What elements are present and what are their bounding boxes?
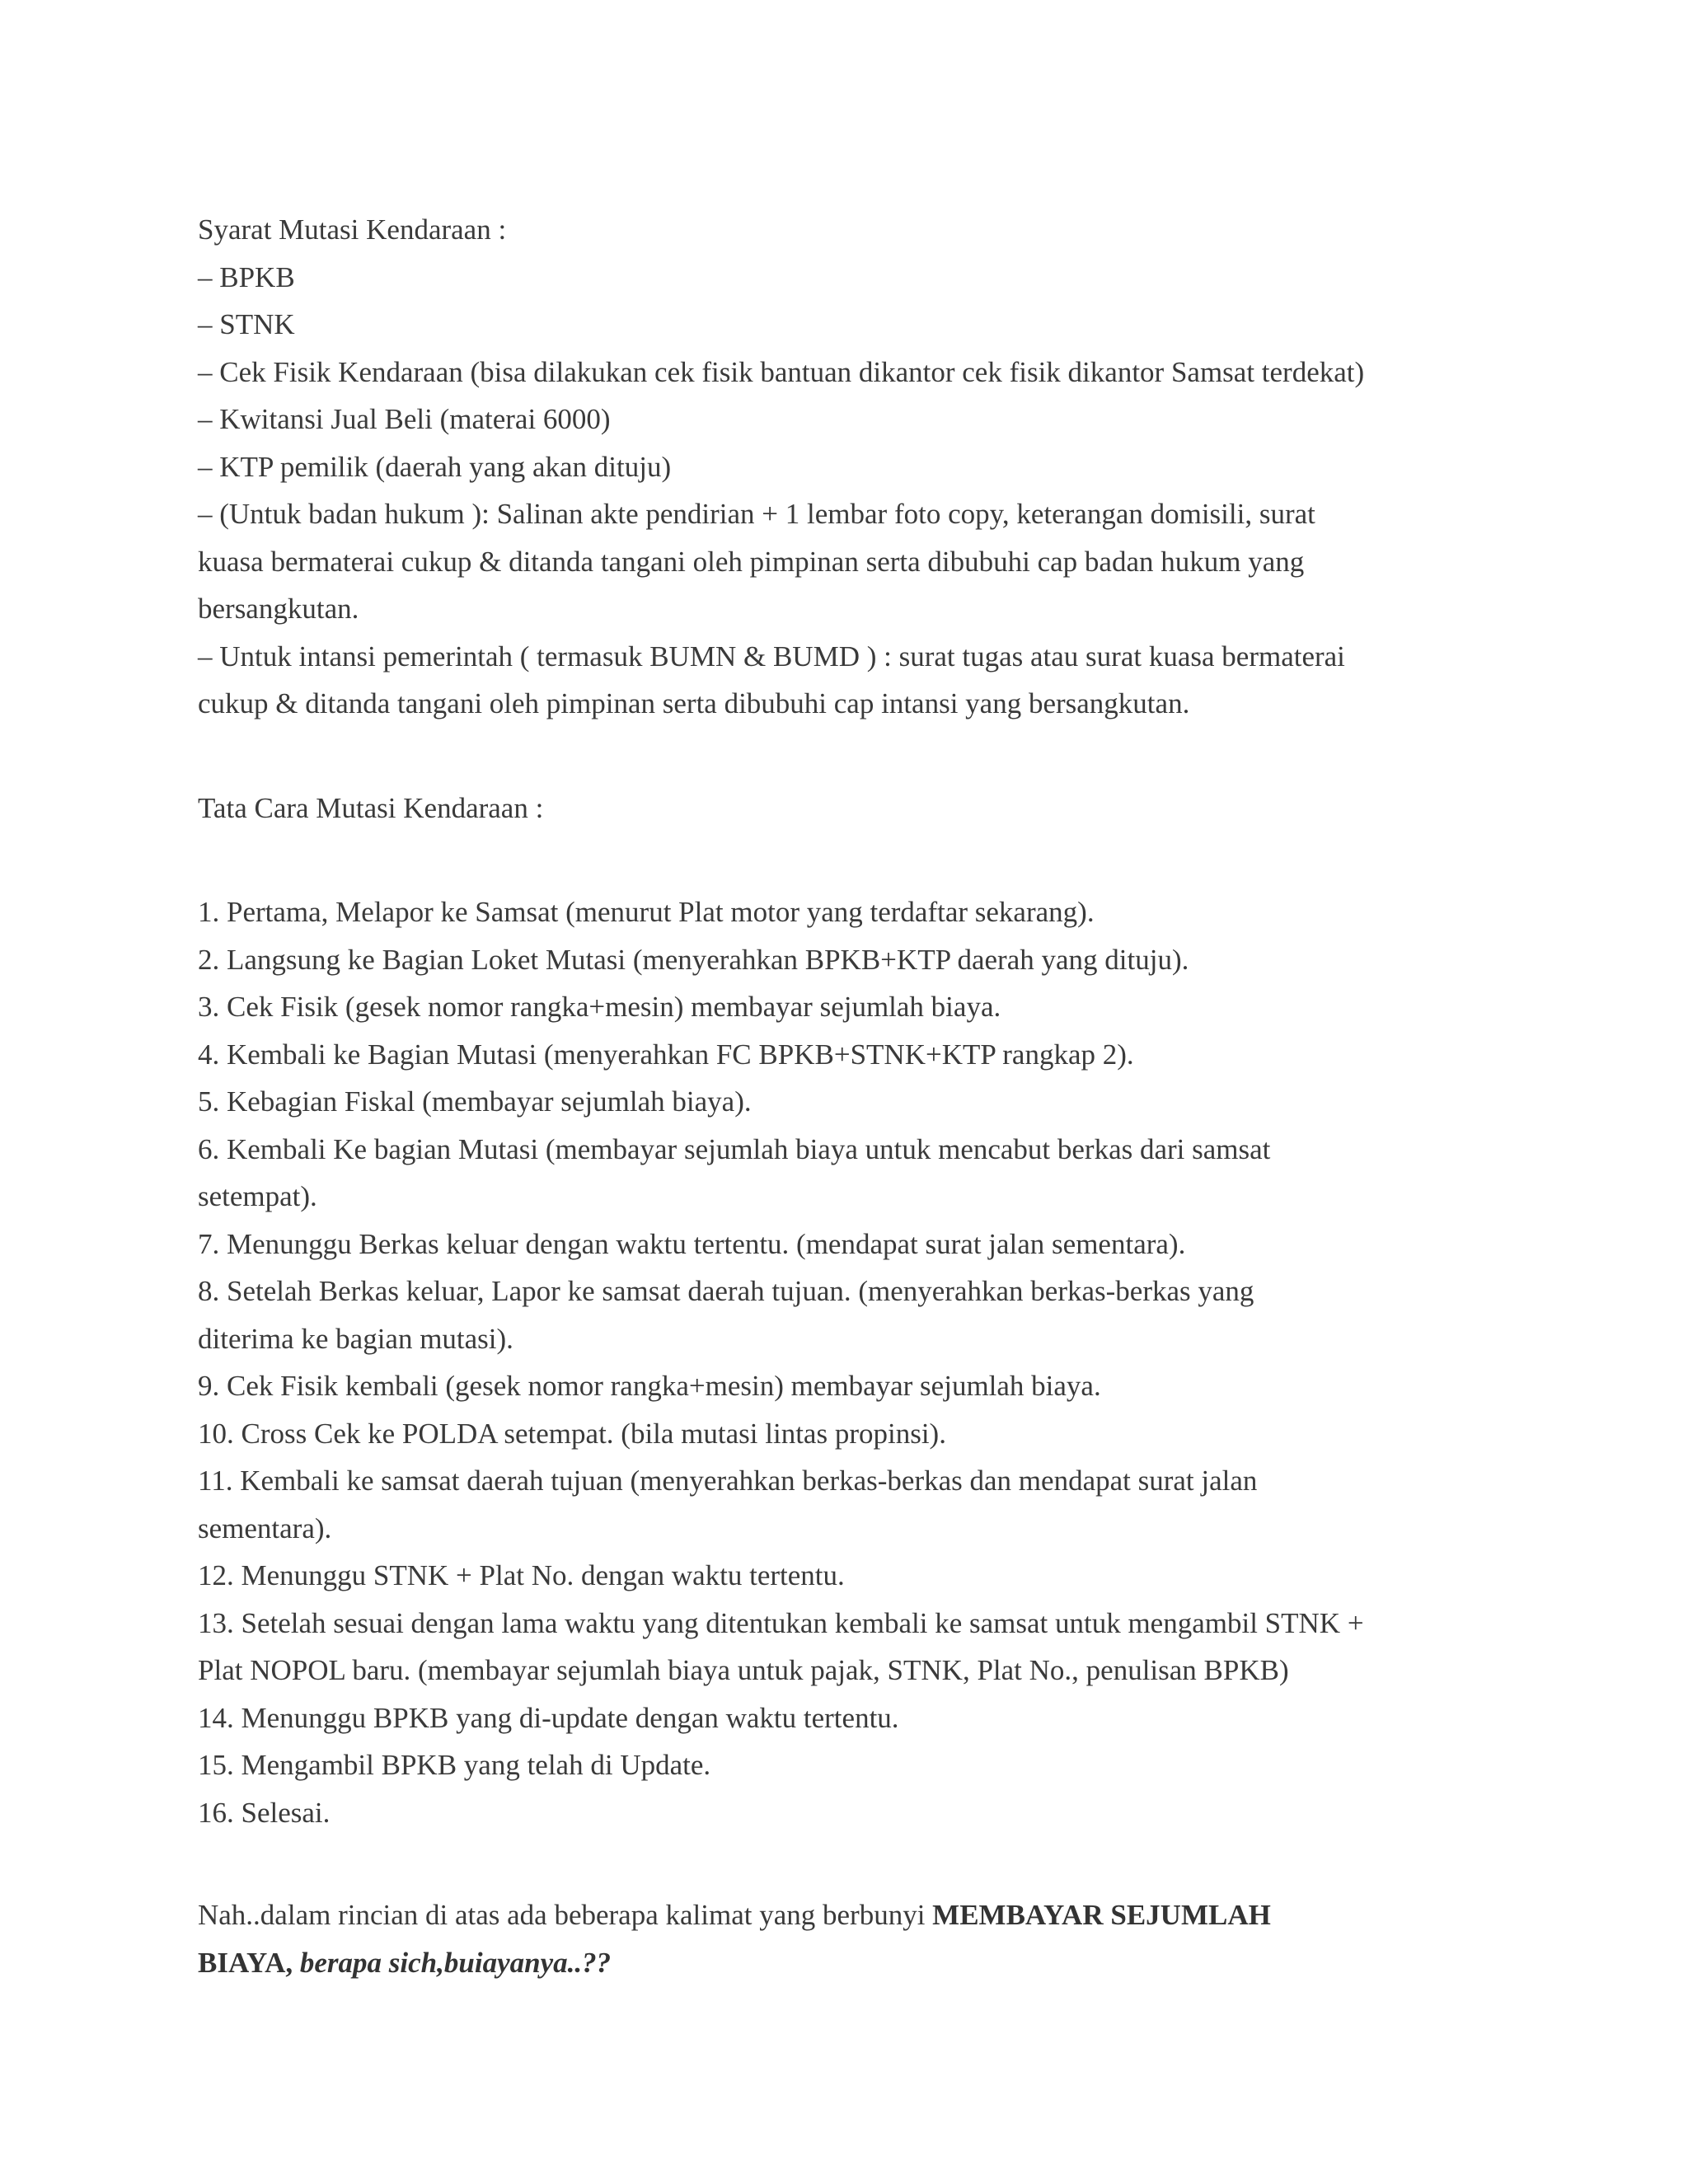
procedure-line: setempat). (198, 1180, 317, 1212)
requirements-section (198, 206, 1517, 728)
requirements-line: – Kwitansi Jual Beli (materai 6000) (198, 403, 611, 435)
procedure-title: Tata Cara Mutasi Kendaraan : (198, 791, 544, 824)
paragraph-gap (198, 832, 1517, 888)
document-page (198, 206, 1517, 1986)
paragraph-gap (198, 728, 1517, 785)
procedure-line: 15. Mengambil BPKB yang telah di Update. (198, 1749, 711, 1781)
closing-line (198, 1891, 1517, 1939)
paragraph-gap (198, 1836, 1517, 1891)
closing-question: berapa sich,buiayanya..?? (293, 1946, 612, 1979)
procedure-line: 16. Selesai. (198, 1796, 331, 1829)
requirements-line: bersangkutan. (198, 593, 359, 625)
closing-text: Nah..dalam rincian di atas ada beberapa kalimat yang berbunyi (198, 1899, 933, 1931)
procedure-line: 5. Kebagian Fiskal (membayar sejumlah biaya). (198, 1085, 752, 1118)
procedure-line: 12. Menunggu STNK + Plat No. dengan waktu tertentu. (198, 1559, 845, 1591)
procedure-line: sementara). (198, 1511, 332, 1544)
procedure-line: 6. Kembali Ke bagian Mutasi (membayar sejumlah biaya untuk mencabut berkas dari samsat (198, 1132, 1271, 1165)
procedure-section (198, 785, 1517, 1837)
procedure-line: 1. Pertama, Melapor ke Samsat (menurut Plat motor yang terdaftar sekarang). (198, 896, 1095, 928)
procedure-line: 14. Menunggu BPKB yang di-update dengan waktu tertentu. (198, 1701, 899, 1734)
requirements-line: – BPKB (198, 260, 295, 293)
procedure-line: 2. Langsung ke Bagian Loket Mutasi (menyerahkan BPKB+KTP daerah yang dituju). (198, 943, 1189, 976)
closing-line (198, 1939, 1517, 1987)
requirements-line: – STNK (198, 308, 295, 340)
procedure-line: diterima ke bagian mutasi). (198, 1322, 513, 1355)
requirements-line: – Cek Fisik Kendaraan (bisa dilakukan cek fisik bantuan dikantor cek fisik dikantor Samsat terdekat) (198, 355, 1365, 388)
requirements-line: – (Untuk badan hukum ): Salinan akte pendirian + 1 lembar foto copy, keterangan domisili, surat (198, 498, 1315, 530)
procedure-line: 9. Cek Fisik kembali (gesek nomor rangka+mesin) membayar sejumlah biaya. (198, 1370, 1101, 1402)
closing-emphasis: MEMBAYAR SEJUMLAH (932, 1899, 1271, 1931)
requirements-line: kuasa bermaterai cukup & ditanda tangani oleh pimpinan serta dibubuhi cap badan hukum yang (198, 545, 1305, 578)
procedure-line: 8. Setelah Berkas keluar, Lapor ke samsat daerah tujuan. (menyerahkan berkas-berkas yang (198, 1275, 1254, 1307)
requirements-title: Syarat Mutasi Kendaraan : (198, 213, 507, 246)
requirements-line: cukup & ditanda tangani oleh pimpinan serta dibubuhi cap intansi yang bersangkutan. (198, 687, 1190, 719)
procedure-line: 13. Setelah sesuai dengan lama waktu yang ditentukan kembali ke samsat untuk mengambil STNK + (198, 1606, 1364, 1639)
procedure-line: 7. Menunggu Berkas keluar dengan waktu tertentu. (mendapat surat jalan sementara). (198, 1227, 1186, 1260)
procedure-line: 10. Cross Cek ke POLDA setempat. (bila mutasi lintas propinsi). (198, 1417, 946, 1450)
closing-emphasis: BIAYA, (198, 1946, 293, 1979)
procedure-line: Plat NOPOL baru. (membayar sejumlah biaya untuk pajak, STNK, Plat No., penulisan BPKB) (198, 1654, 1289, 1686)
procedure-line: 4. Kembali ke Bagian Mutasi (menyerahkan FC BPKB+STNK+KTP rangkap 2). (198, 1038, 1134, 1071)
requirements-line: – KTP pemilik (daerah yang akan dituju) (198, 450, 672, 483)
closing-section (198, 1891, 1517, 1986)
requirements-line: – Untuk intansi pemerintah ( termasuk BUMN & BUMD ) : surat tugas atau surat kuasa bermaterai (198, 640, 1345, 673)
procedure-line: 11. Kembali ke samsat daerah tujuan (menyerahkan berkas-berkas dan mendapat surat jalan (198, 1465, 1258, 1497)
procedure-line: 3. Cek Fisik (gesek nomor rangka+mesin) membayar sejumlah biaya. (198, 991, 1001, 1023)
